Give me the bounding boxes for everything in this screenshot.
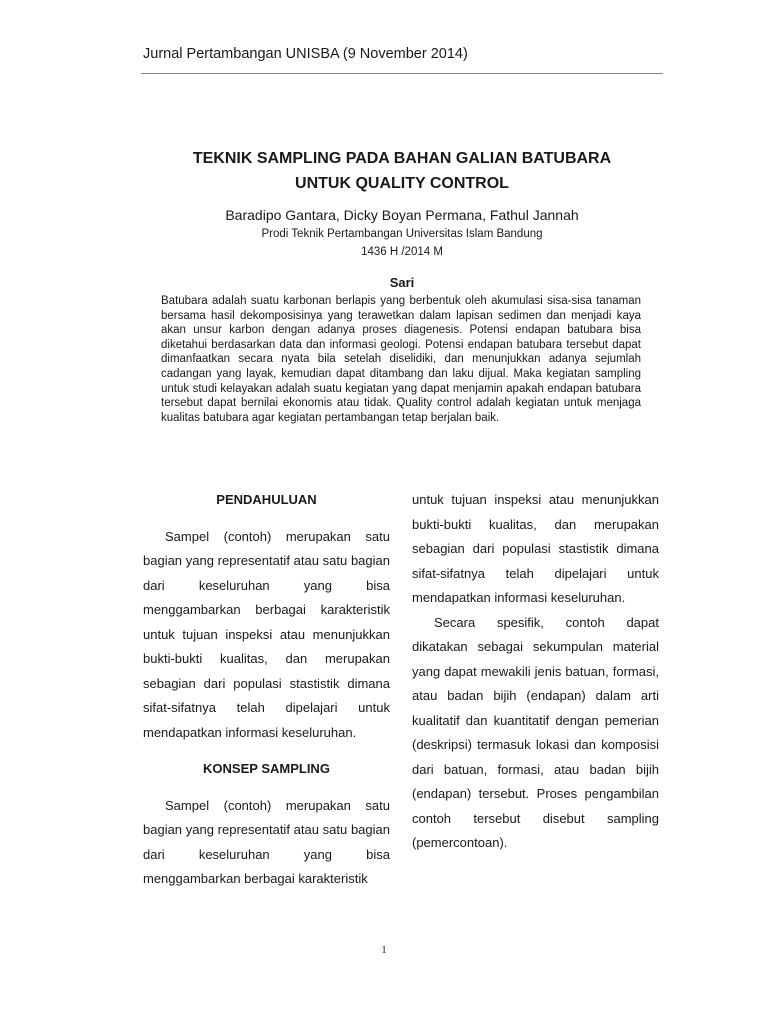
journal-running-header: Jurnal Pertambangan UNISBA (9 November 2014)	[143, 46, 468, 62]
paper-date: 1436 H /2014 M	[361, 246, 443, 258]
paper-affiliation: Prodi Teknik Pertambangan Universitas Islam Bandung	[261, 228, 543, 240]
page-number: 1	[381, 944, 387, 956]
left-column	[143, 488, 390, 892]
header-divider	[141, 73, 663, 74]
paper-title	[120, 146, 684, 196]
konsep-sampling-paragraph: Sampel (contoh) merupakan satu bagian yang representatif atau satu bagian dari keseluruhan yang bisa menggambarkan berbagai karakteristik	[143, 797, 390, 886]
pendahuluan-paragraph: Sampel (contoh) merupakan satu bagian yang representatif atau satu bagian dari keseluruhan yang bisa menggambarkan berbagai karakteristik untuk tujuan inspeksi atau menunjukkan bukti-bukti kualitas, dan merupakan sebagian dari populasi stastistik dimana sifat-sifatnya telah dipelajari untuk mendapatkan informasi keseluruhan.	[143, 528, 390, 740]
section-heading-pendahuluan: PENDAHULUAN	[216, 492, 317, 507]
abstract-heading: Sari	[389, 275, 415, 290]
paper-title-line-1: TEKNIK SAMPLING PADA BAHAN GALIAN BATUBARA	[192, 150, 612, 167]
section-heading-konsep-sampling: KONSEP SAMPLING	[203, 761, 330, 776]
paper-authors: Baradipo Gantara, Dicky Boyan Permana, Fathul Jannah	[225, 207, 579, 223]
abstract-body: Batubara adalah suatu karbonan berlapis yang berbentuk oleh akumulasi sisa-sisa tanaman bersama hasil dekomposisinya yang terawetkan dalam lapisan sedimen dan menjadi kaya akan unsur karbon dengan adanya proses diagenesis. Potensi endapan batubara bisa diketahui berdasarkan data dan informasi geologi. Potensi endapan batubara tersebut dapat dimanfaatkan secara nyata bila setelah diselidiki, dan menunjukkan adanya sejumlah cadangan yang layak, kemudian dapat ditambang dan laku dijual. Maka kegiatan sampling untuk studi kelayakan adalah suatu kegiatan yang dapat menjamin apakah endapan batubara tersebut dapat bernilai ekonomis atau tidak. Quality control adalah kegiatan untuk menjaga kualitas batubara agar kegiatan pertambangan tetap berjalan baik.	[161, 295, 641, 424]
right-column	[412, 488, 659, 856]
secara-spesifik-paragraph: Secara spesifik, contoh dapat dikatakan sebagai sekumpulan material yang dapat mewakili jenis batuan, formasi, atau badan bijih (endapan) dalam arti kualitatif dan kuantitatif dengan pemerian (deskripsi) termasuk lokasi dan komposisi dari batuan, formasi, atau badan bijih (endapan) tersebut. Proses pengambilan contoh tersebut disebut sampling (pemercontoan).	[412, 614, 659, 850]
continued-paragraph: untuk tujuan inspeksi atau menunjukkan bukti-bukti kualitas, dan merupakan sebagian dari populasi stastistik dimana sifat-sifatnya telah dipelajari untuk mendapatkan informasi keseluruhan.	[412, 492, 659, 605]
paper-title-line-2: UNTUK QUALITY CONTROL	[295, 175, 509, 192]
